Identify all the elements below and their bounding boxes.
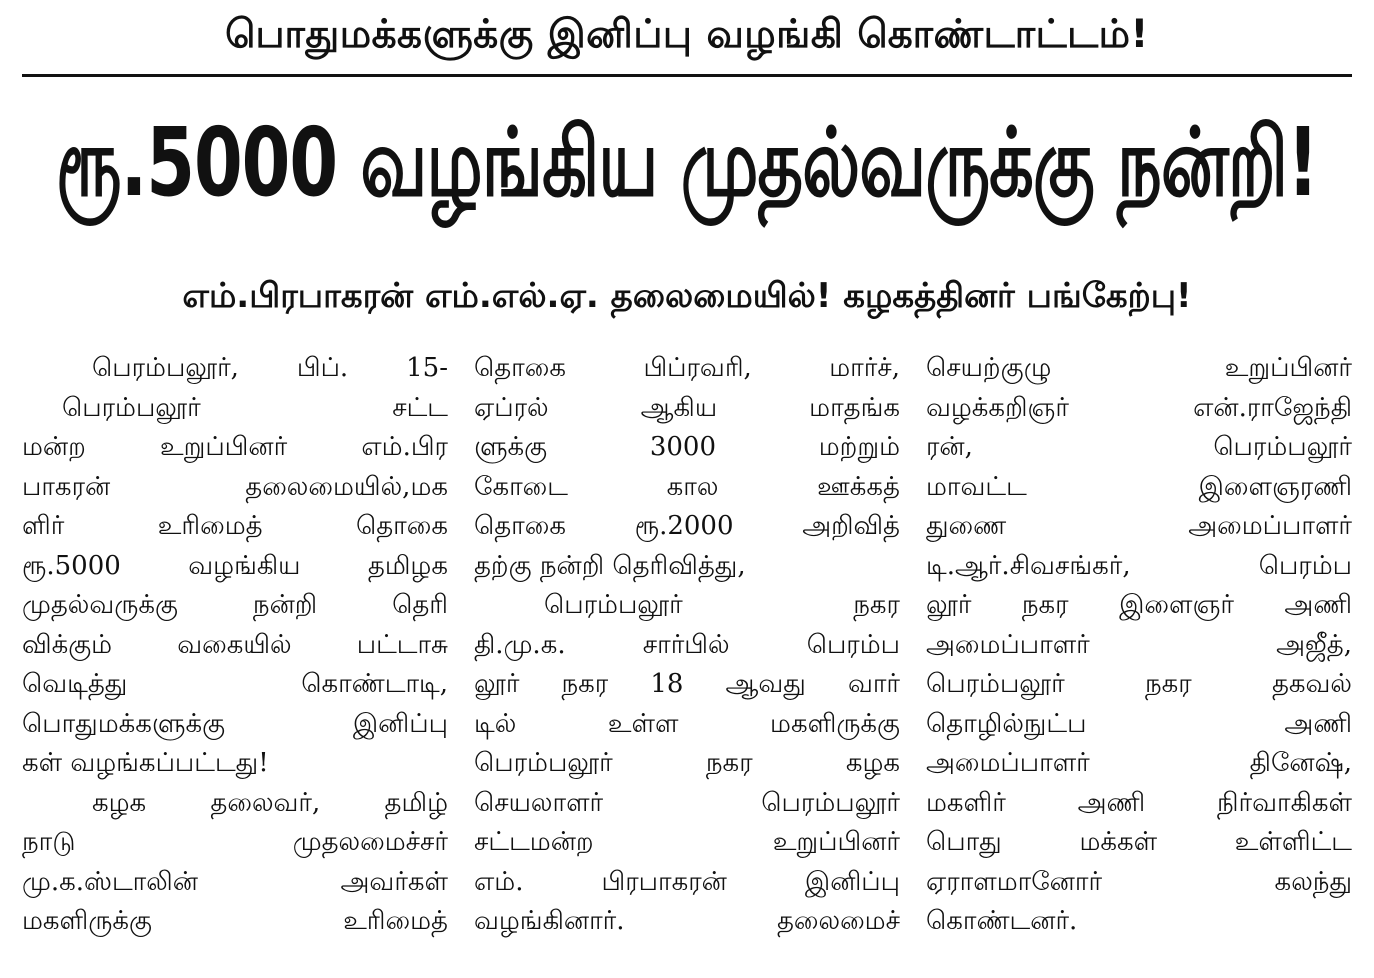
body-line: கள் வழங்கப்பட்டது! (22, 748, 269, 778)
body-line: ளுக்கு 3000 மற்றும் (474, 432, 900, 462)
body-line: செயலாளர் பெரம்பலூர் (474, 787, 900, 818)
body-line: மன்ற உறுப்பினர் எம்.பிர (22, 432, 448, 462)
article-headline: ரூ.5000 வழங்கிய முதல்வருக்கு நன்றி! (56, 106, 1318, 218)
body-line: நாடு முதலமைச்சர் (22, 827, 448, 857)
body-line: கோடை கால ஊக்கத் (474, 471, 900, 502)
body-line: கழக தலைவர், தமிழ் (92, 787, 448, 818)
body-column-1 (22, 349, 448, 942)
body-line: சட்டமன்ற உறுப்பினர் (474, 827, 900, 857)
body-line: ரன், பெரம்பலூர் (926, 432, 1352, 462)
body-line: எம். பிரபாகரன் இனிப்பு (474, 866, 900, 897)
article-body (22, 349, 1352, 942)
body-line: ஏப்ரல் ஆகிய மாதங்க (474, 392, 900, 423)
body-line: டில் உள்ள மகளிருக்கு (474, 708, 900, 739)
article-subhead: எம்.பிரபாகரன் எம்.எல்.ஏ. தலைமையில்! கழகத்தினர் பங்கேற்பு! (182, 276, 1192, 316)
body-line: மு.க.ஸ்டாலின் அவர்கள் (22, 866, 448, 897)
body-line: பெரம்பலூர் சட்ட (62, 392, 448, 423)
body-line: வழக்கறிஞர் என்.ராஜேந்தி (926, 392, 1352, 423)
body-line: தொகை பிப்ரவரி, மார்ச், (474, 353, 900, 383)
body-line: செயற்குழு உறுப்பினர் (926, 353, 1352, 383)
body-line: அமைப்பாளர் அஜீத், (926, 629, 1352, 660)
body-column-2 (474, 349, 900, 942)
body-line: துணை அமைப்பாளர் (926, 511, 1352, 541)
body-line: பெரம்பலூர் நகர கழக (474, 748, 900, 778)
body-line: ளிர் உரிமைத் தொகை (22, 511, 448, 541)
body-line: அமைப்பாளர் தினேஷ், (926, 748, 1352, 778)
body-line: தற்கு நன்றி தெரிவித்து, (474, 550, 746, 581)
body-line: கொண்டனர். (926, 906, 1078, 936)
body-line: தொழில்நுட்ப அணி (926, 708, 1352, 739)
body-line: பாகரன் தலைமையில்,மக (22, 471, 448, 502)
body-line: தொகை ரூ.2000 அறிவித் (474, 511, 900, 541)
article-kicker: பொதுமக்களுக்கு இனிப்பு வழங்கி கொண்டாட்டம்! (225, 12, 1149, 57)
body-line: முதல்வருக்கு நன்றி தெரி (22, 590, 448, 620)
body-line: லூர் நகர இளைஞர் அணி (926, 590, 1352, 620)
body-line: தி.மு.க. சார்பில் பெரம்ப (474, 629, 900, 660)
body-column-3 (926, 349, 1352, 942)
body-line: பொது மக்கள் உள்ளிட்ட (926, 827, 1352, 857)
body-line: லூர் நகர 18 ஆவது வார் (474, 669, 900, 699)
body-line: மகளிருக்கு உரிமைத் (22, 906, 448, 936)
body-line: மாவட்ட இளைஞரணி (926, 471, 1352, 502)
body-line: விக்கும் வகையில் பட்டாசு (22, 629, 448, 660)
body-line: ஏராளமானோர் கலந்து (926, 866, 1352, 897)
body-line: வழங்கினார். தலைமைச் (474, 906, 900, 936)
body-line: பொதுமக்களுக்கு இனிப்பு (22, 708, 448, 739)
body-line: பெரம்பலூர் நகர (544, 590, 900, 620)
body-line: டி.ஆர்.சிவசங்கர், பெரம்ப (926, 550, 1352, 581)
body-line: ரூ.5000 வழங்கிய தமிழக (22, 550, 448, 581)
body-line: பெரம்பலூர், பிப். 15- (92, 353, 448, 383)
body-line: மகளிர் அணி நிர்வாகிகள் (926, 787, 1352, 818)
body-line: வெடித்து கொண்டாடி, (22, 669, 448, 699)
body-line: பெரம்பலூர் நகர தகவல் (926, 669, 1352, 699)
